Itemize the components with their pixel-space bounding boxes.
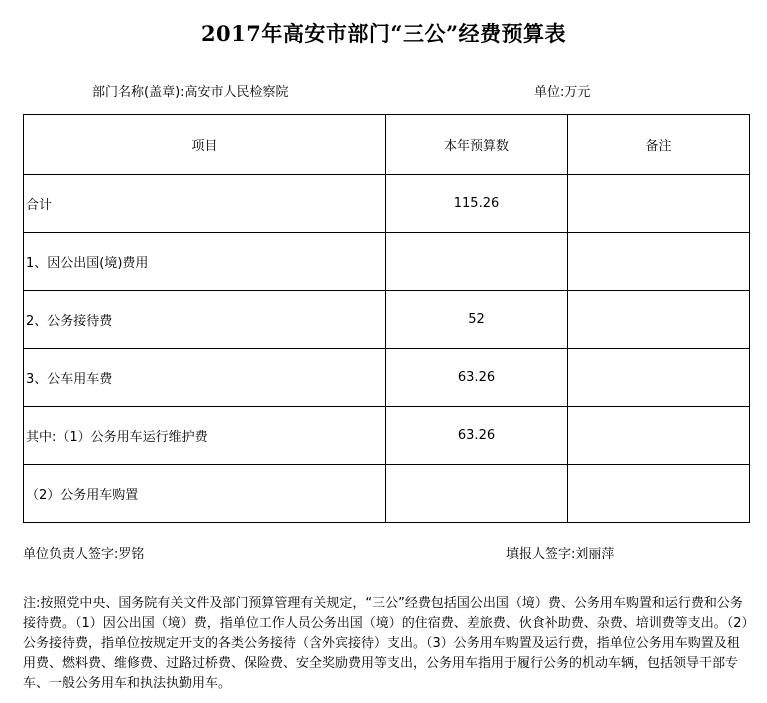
row-amount: 115.26 bbox=[386, 175, 568, 233]
row-remark bbox=[568, 465, 750, 523]
table-row bbox=[24, 465, 750, 523]
table-row bbox=[24, 407, 750, 465]
budget-table bbox=[23, 114, 750, 523]
row-item: （2）公务用车购置 bbox=[24, 465, 386, 523]
header-item: 项目 bbox=[24, 115, 386, 175]
footnote: 注:按照党中央、国务院有关文件及部门预算管理有关规定，“三公”经费包括国公出国（境）费、公务用车购置和运行费和公务接待费。（1）因公出国（境）费，指单位工作人员公务出国（境）的住宿费、差旅费、伙食补助费、杂费、培训费等支出。（2）公务接待费，指单位按规定开支的各类公务接待（含外宾接待）支出。（3）公务用车购置及运行费，指单位公务用车购置及租用费、燃料费、维修费、过路过桥费、保险费、安全奖励费用等支出，公务用车指用于履行公务的机动车辆，包括领导干部专车、一般公务用车和执法执勤用车。 bbox=[23, 596, 749, 691]
table-header-row bbox=[24, 115, 750, 175]
row-item: 1、因公出国(境)费用 bbox=[24, 233, 386, 291]
unit-label: 单位:万元 bbox=[534, 85, 591, 100]
row-amount bbox=[386, 233, 568, 291]
responsible-signature: 单位负责人签字:罗铭 bbox=[23, 547, 145, 562]
department-name: 部门名称(盖章):高安市人民检察院 bbox=[92, 85, 289, 100]
row-remark bbox=[568, 233, 750, 291]
row-amount: 63.26 bbox=[386, 349, 568, 407]
row-item: 其中:（1）公务用车运行维护费 bbox=[24, 407, 386, 465]
row-item: 2、公务接待费 bbox=[24, 291, 386, 349]
row-remark bbox=[568, 407, 750, 465]
row-remark bbox=[568, 349, 750, 407]
header-remark: 备注 bbox=[568, 115, 750, 175]
row-item: 3、公车用车费 bbox=[24, 349, 386, 407]
row-amount: 63.26 bbox=[386, 407, 568, 465]
header-amount: 本年预算数 bbox=[386, 115, 568, 175]
table-row bbox=[24, 175, 750, 233]
row-amount bbox=[386, 465, 568, 523]
row-amount: 52 bbox=[386, 291, 568, 349]
row-remark bbox=[568, 291, 750, 349]
row-remark bbox=[568, 175, 750, 233]
filler-signature: 填报人签字:刘丽萍 bbox=[506, 547, 615, 562]
table-row bbox=[24, 291, 750, 349]
page-title: 2017年高安市部门“三公”经费预算表 bbox=[200, 21, 567, 46]
table-row bbox=[24, 233, 750, 291]
table-row bbox=[24, 349, 750, 407]
row-item: 合计 bbox=[24, 175, 386, 233]
